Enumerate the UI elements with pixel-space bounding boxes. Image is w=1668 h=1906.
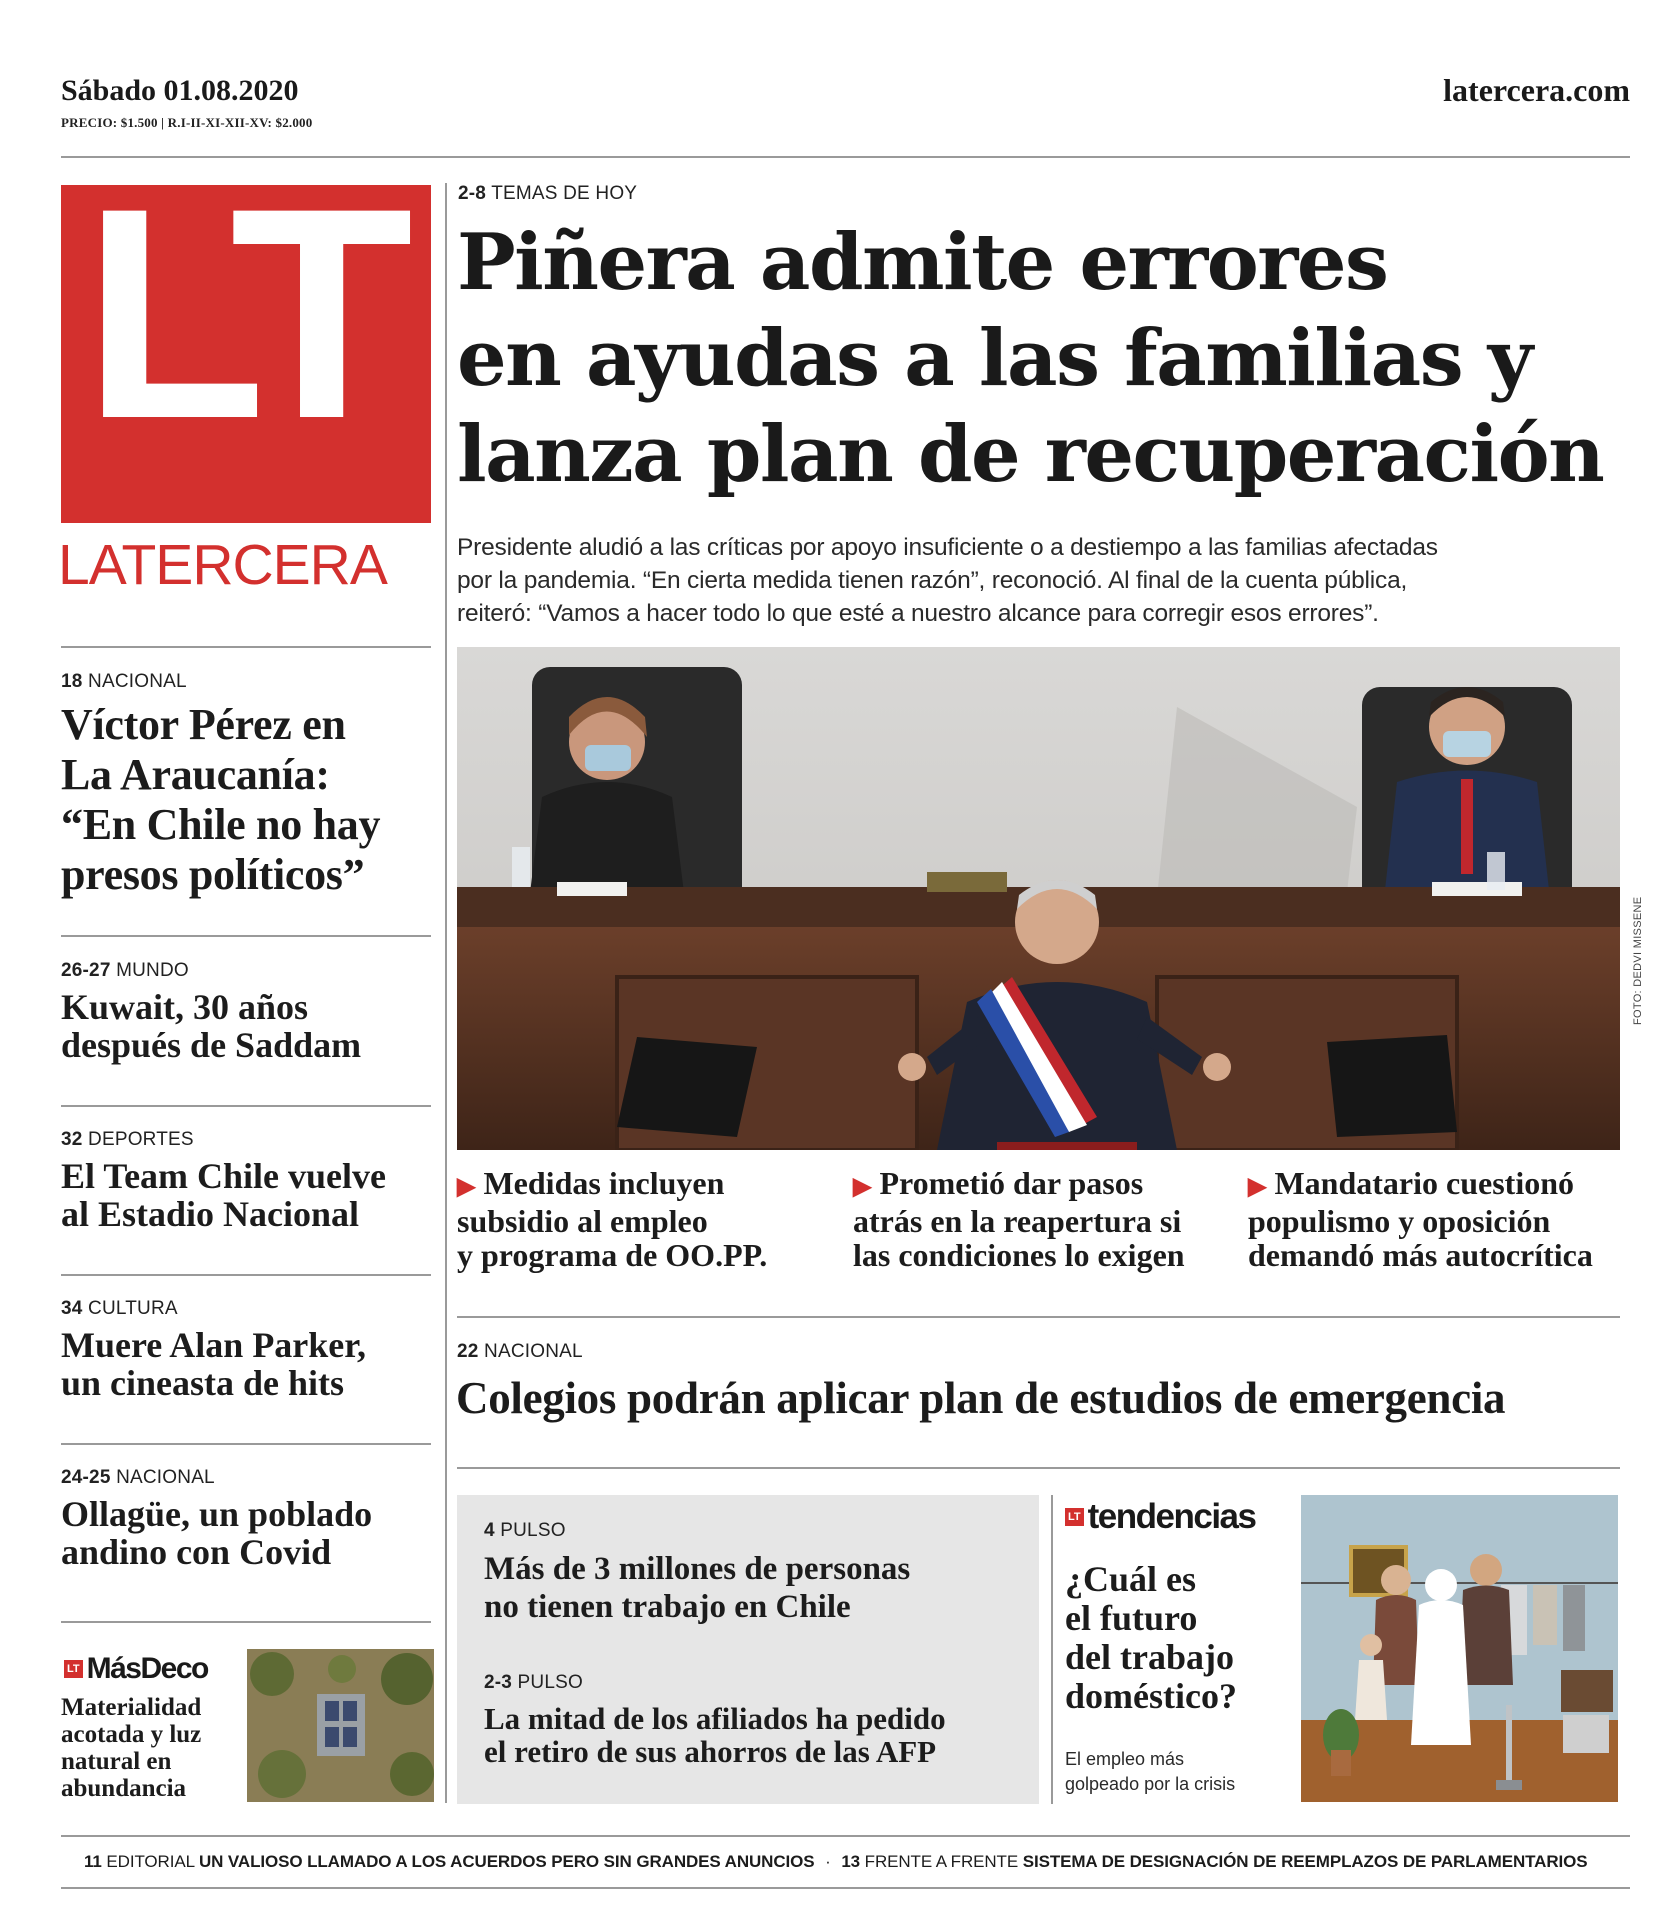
lead-headline-line: Piñera admite errores (457, 217, 1388, 308)
column-divider (445, 183, 447, 1803)
footer-teaser[interactable] (841, 1852, 1587, 1871)
sidebar-item[interactable] (61, 1129, 431, 1233)
sidebar-item-section: MUNDO (116, 960, 189, 981)
footer-title: SISTEMA DE DESIGNACIÓN DE REEMPLAZOS DE PARLAMENTARIOS (1022, 1852, 1588, 1871)
sidebar-kicker (61, 1129, 431, 1151)
play-triangle-icon: ▶ (853, 1174, 872, 1200)
sidebar-headline (61, 988, 431, 1064)
sidebar-headline (61, 700, 431, 900)
footer-title: UN VALIOSO LLAMADO A LOS ACUERDOS PERO SIN GRANDES ANUNCIOS (198, 1852, 815, 1871)
logo-letters: LT (83, 185, 400, 481)
sidebar-kicker (61, 671, 431, 693)
congress-scene-image (457, 647, 1620, 1150)
sidebar-item-pages: 18 (61, 671, 83, 692)
lead-bullet[interactable] (1248, 1166, 1628, 1272)
sidebar-kicker (61, 960, 431, 982)
pulso-headline-line: La mitad de los afiliados ha pedido (484, 1701, 946, 1736)
pulso-kicker (484, 1520, 1024, 1542)
lead-bullet-line: demandó más autocrítica (1248, 1237, 1593, 1273)
sidebar-headline-line: Kuwait, 30 años (61, 987, 309, 1027)
lead-bullet-line: atrás en la reapertura si (853, 1203, 1182, 1239)
footer-pages: 13 (841, 1852, 861, 1871)
sidebar-headline (61, 1495, 431, 1571)
sidebar-item-pages: 32 (61, 1129, 83, 1150)
masdeco-name: MásDeco (86, 1652, 208, 1685)
lead-deck (457, 531, 1438, 630)
sidebar-headline (61, 1326, 431, 1402)
lead-bottom-rule (457, 1316, 1620, 1318)
sidebar-item[interactable] (61, 671, 431, 900)
logo[interactable] (61, 185, 431, 523)
footer-teasers (84, 1852, 1587, 1872)
pulso-headline-line: Más de 3 millones de personas (484, 1551, 911, 1587)
sidebar-item[interactable] (61, 1298, 431, 1402)
lead-headline-line: en ayudas a las familias y (457, 313, 1532, 404)
sidebar-kicker (61, 1298, 431, 1320)
sidebar-headline-line: después de Saddam (61, 1025, 362, 1065)
aerial-house-image (247, 1649, 434, 1802)
sidebar-item[interactable] (61, 960, 431, 1064)
sidebar-item-pages: 24-25 (61, 1467, 111, 1488)
sidebar-rule (61, 1621, 431, 1623)
masdeco-text (61, 1694, 201, 1802)
second-story-section: NACIONAL (484, 1341, 583, 1362)
lead-deck-line: por la pandemia. “En cierta medida tienen razón”, reconoció. Al final de la cuenta pública, (457, 567, 1408, 594)
pulso-pages: 4 (484, 1520, 495, 1541)
sidebar-item[interactable] (61, 1467, 431, 1571)
masdeco-line: natural en (61, 1748, 172, 1775)
sidebar-headline-line: un cineasta de hits (61, 1363, 345, 1403)
website-link[interactable]: latercera.com (1443, 72, 1630, 108)
lead-section: TEMAS DE HOY (491, 183, 638, 204)
domestic-work-collage-image (1301, 1495, 1618, 1802)
sidebar-item-section: CULTURA (88, 1298, 178, 1319)
lead-bullet-line: subsidio al empleo (457, 1203, 708, 1239)
tendencias-question-line: ¿Cuál es (1065, 1559, 1197, 1599)
sidebar-headline-line: Muere Alan Parker, (61, 1325, 366, 1365)
sidebar-item-section: DEPORTES (88, 1129, 194, 1150)
photo-credit: FOTO: DEDVI MISSENE (1632, 896, 1644, 1025)
sidebar-rule (61, 1443, 431, 1445)
pulso-item[interactable] (484, 1672, 1024, 1768)
footer-separator: · (825, 1852, 831, 1871)
tendencias-brand (1065, 1497, 1255, 1537)
sidebar-headline-line: Víctor Pérez en (61, 700, 346, 749)
lead-bullet-line: Medidas incluyen (483, 1165, 725, 1201)
lead-headline[interactable] (457, 215, 1603, 503)
sidebar-kicker (61, 1467, 431, 1489)
masdeco-line: Materialidad (61, 1694, 202, 1721)
sidebar-item-section: NACIONAL (116, 1467, 215, 1488)
tendencias-question-line: doméstico? (1065, 1676, 1237, 1716)
second-story-headline[interactable]: Colegios podrán aplicar plan de estudios de emergencia (456, 1373, 1506, 1423)
tendencias-subtitle-line: El empleo más (1065, 1749, 1185, 1769)
pulso-headline-line: no tienen trabajo en Chile (484, 1589, 851, 1625)
sidebar-headline-line: La Araucanía: (61, 750, 330, 799)
footer-section: FRENTE A FRENTE (864, 1852, 1019, 1871)
tendencias-divider (1051, 1495, 1053, 1804)
lead-deck-line: reiteró: “Vamos a hacer todo lo que esté a nuestro alcance para corregir esos errores”. (457, 600, 1379, 627)
masdeco-brand (64, 1652, 208, 1686)
masdeco-photo (247, 1649, 434, 1802)
footer-teaser[interactable] (84, 1852, 819, 1871)
lead-kicker (458, 183, 637, 205)
tendencias-promo[interactable] (1065, 1495, 1620, 1804)
sidebar-headline-line: andino con Covid (61, 1532, 332, 1572)
masdeco-badge: LT (64, 1660, 83, 1678)
lead-bullet[interactable] (457, 1166, 837, 1272)
footer-section: EDITORIAL (106, 1852, 195, 1871)
lead-bullet-line: y programa de OO.PP. (457, 1237, 768, 1273)
masdeco-promo[interactable] (61, 1646, 431, 1806)
tendencias-name: tendencias (1087, 1497, 1256, 1536)
lead-bullet-line: Prometió dar pasos (879, 1165, 1144, 1201)
tendencias-question-line: del trabajo (1065, 1637, 1234, 1677)
sidebar-rule (61, 1105, 431, 1107)
lead-photo[interactable] (457, 647, 1620, 1150)
pulso-pages: 2-3 (484, 1672, 513, 1693)
tendencias-question (1065, 1560, 1237, 1716)
sidebar-headline-line: Ollagüe, un poblado (61, 1494, 373, 1534)
sidebar-item-pages: 34 (61, 1298, 83, 1319)
second-story-rule (457, 1467, 1620, 1469)
sidebar-rule (61, 646, 431, 648)
tendencias-question-line: el futuro (1065, 1598, 1198, 1638)
lead-deck-line: Presidente aludió a las críticas por apoyo insuficiente o a destiempo a las familias afectadas (457, 534, 1438, 561)
pulso-kicker (484, 1672, 1024, 1694)
edition-date: Sábado 01.08.2020 (61, 74, 299, 107)
sidebar-rule (61, 935, 431, 937)
sidebar-headline-line: al Estadio Nacional (61, 1194, 360, 1234)
footer-bottom-rule (61, 1887, 1630, 1889)
play-triangle-icon: ▶ (457, 1174, 476, 1200)
tendencias-subtitle (1065, 1747, 1235, 1797)
pulso-section: PULSO (500, 1520, 566, 1541)
edition-price: PRECIO: $1.500 | R.I-II-XI-XII-XV: $2.000 (61, 115, 313, 130)
lead-pages: 2-8 (458, 183, 487, 204)
tendencias-photo (1301, 1495, 1618, 1802)
lead-headline-line: lanza plan de recuperación (457, 409, 1604, 500)
masthead-rule (61, 156, 1630, 158)
lead-bullet-line: las condiciones lo exigen (853, 1237, 1185, 1273)
play-triangle-icon: ▶ (1248, 1174, 1267, 1200)
second-story-pages: 22 (457, 1341, 479, 1362)
masdeco-line: acotada y luz (61, 1721, 202, 1748)
sidebar-headline-line: “En Chile no hay (61, 800, 381, 849)
tendencias-badge: LT (1065, 1508, 1084, 1526)
pulso-headline (484, 1702, 1024, 1768)
sidebar-headline-line: presos políticos” (61, 850, 365, 899)
pulso-headline (484, 1550, 1024, 1626)
logo-wordmark: LATERCERA (58, 533, 387, 597)
sidebar-rule (61, 1274, 431, 1276)
sidebar-item-section: NACIONAL (88, 671, 187, 692)
pulso-section: PULSO (517, 1672, 583, 1693)
footer-top-rule (61, 1835, 1630, 1837)
sidebar-item-pages: 26-27 (61, 960, 111, 981)
pulso-headline-line: el retiro de sus ahorros de las AFP (484, 1734, 937, 1769)
lead-bullet[interactable] (853, 1166, 1233, 1272)
sidebar-headline-line: El Team Chile vuelve (61, 1156, 387, 1196)
footer-pages: 11 (84, 1852, 102, 1871)
lead-bullet-line: populismo y oposición (1248, 1203, 1551, 1239)
lead-bullet-line: Mandatario cuestionó (1274, 1165, 1575, 1201)
second-story-kicker (457, 1341, 583, 1363)
pulso-item[interactable] (484, 1520, 1024, 1626)
tendencias-subtitle-line: golpeado por la crisis (1065, 1774, 1236, 1794)
masdeco-line: abundancia (61, 1775, 187, 1802)
sidebar-headline (61, 1157, 431, 1233)
